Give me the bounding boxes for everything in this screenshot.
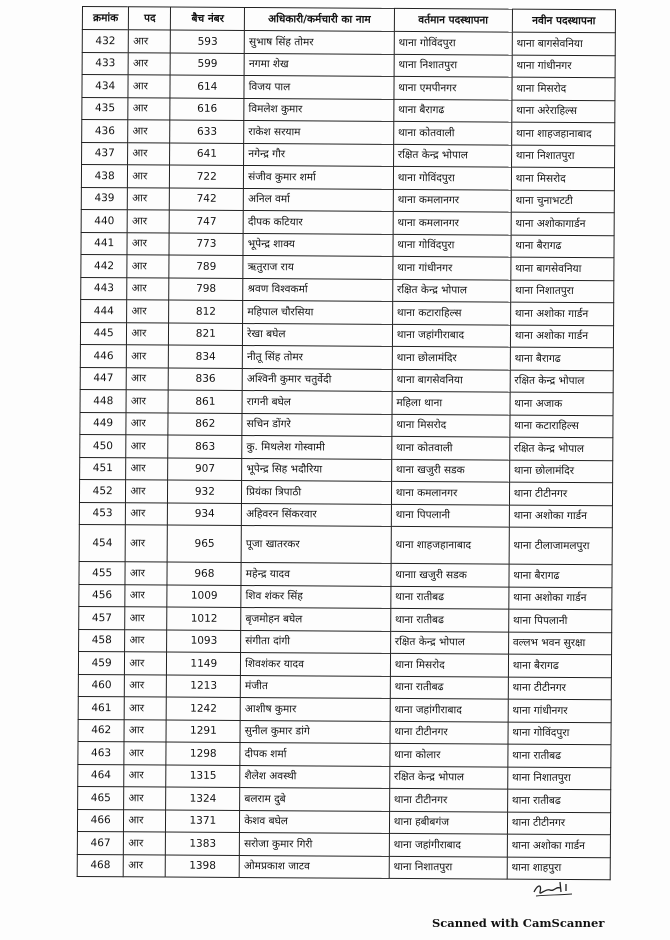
table-row (79, 561, 612, 587)
serial-number: 450 (80, 434, 126, 457)
post: आर (125, 525, 167, 562)
employee-name: सचिन डोंगरे (242, 413, 392, 436)
column-header: नवीन पदस्थापना (512, 9, 615, 33)
table-row (81, 209, 614, 235)
batch-number: 616 (170, 98, 244, 121)
current-posting: थाना कमलानगर (393, 211, 511, 234)
post: आर (124, 787, 166, 810)
batch-number: 633 (170, 120, 244, 143)
batch-number: 1012 (167, 607, 241, 630)
serial-number: 463 (78, 741, 124, 764)
serial-number: 444 (81, 299, 127, 322)
signature-mark (530, 876, 580, 900)
employee-name: दीपक कटियार (243, 210, 393, 233)
current-posting: थाना पिपलानी (391, 504, 509, 527)
current-posting: थाना टीटीनगर (390, 721, 508, 744)
employee-name: पूजा खातरकर (241, 525, 391, 563)
employee-name: शैलेश अवस्थी (240, 765, 390, 788)
new-posting: थाना गांधीनगर (508, 699, 611, 722)
current-posting: थाना रातीबढ (390, 676, 508, 699)
employee-name: भूपेन्द्र शाक्य (243, 233, 393, 256)
table-row (79, 502, 612, 528)
batch-number: 965 (168, 525, 242, 562)
employee-name: अहिवरन सिंकरवार (242, 503, 392, 526)
post: आर (125, 607, 167, 630)
batch-number: 968 (167, 562, 241, 585)
new-posting: थाना रातीबढ (507, 789, 610, 812)
serial-number: 465 (78, 786, 124, 809)
post: आर (128, 142, 170, 165)
post: आर (128, 165, 170, 188)
new-posting: थाना अशोका गार्डन (510, 325, 613, 348)
post: आर (125, 629, 167, 652)
post: आर (128, 75, 170, 98)
batch-number: 1291 (166, 720, 240, 743)
batch-number: 773 (169, 233, 243, 256)
batch-number: 641 (170, 143, 244, 166)
employee-name: संजीव कुमार शर्मा (244, 165, 394, 188)
current-posting: थाना गोविंदपुरा (394, 31, 512, 54)
table-row (79, 629, 612, 655)
current-posting: थाना निशातपुरा (394, 54, 512, 77)
table-row (78, 696, 611, 722)
employee-name: विमलेश कुमार (244, 98, 394, 121)
table-row (81, 187, 614, 213)
new-posting: थाना कटाराहिल्स (510, 415, 613, 438)
new-posting: थाना टीटीनगर (507, 812, 610, 835)
post: आर (124, 854, 166, 877)
serial-number: 461 (78, 696, 124, 719)
table-row (78, 651, 611, 677)
table-row (81, 232, 614, 258)
batch-number: 742 (170, 188, 244, 211)
table-row (79, 479, 612, 505)
current-posting: रक्षित केन्द्र भोपाल (392, 279, 510, 302)
post: आर (127, 367, 169, 390)
current-posting: थाना कोलार (390, 743, 508, 766)
current-posting: रक्षित केन्द्र भोपाल (389, 766, 507, 789)
serial-number: 466 (77, 809, 123, 832)
current-posting: थाना टीटीनगर (389, 788, 507, 811)
table-row (82, 142, 615, 168)
employee-name: कु. मिथलेश गोस्वामी (242, 435, 392, 458)
post: आर (124, 719, 166, 742)
batch-number: 862 (168, 413, 242, 436)
serial-number: 440 (81, 209, 127, 232)
batch-number: 1398 (166, 855, 240, 878)
current-posting: थाना निशातपुरा (389, 856, 507, 879)
current-posting: थाना जहांगीराबाद (392, 324, 510, 347)
table-row (77, 809, 610, 835)
employee-name: नगेन्द्र गौर (244, 143, 394, 166)
serial-number: 447 (80, 367, 126, 390)
serial-number: 434 (82, 75, 128, 98)
serial-number: 452 (79, 479, 125, 502)
new-posting: थाना बैरागढ (508, 654, 611, 677)
new-posting: थाना शाहपुरा (507, 857, 610, 880)
serial-number: 436 (82, 120, 128, 143)
batch-number: 1009 (167, 585, 241, 608)
post: आर (127, 277, 169, 300)
serial-number: 432 (82, 30, 128, 53)
new-posting: थाना बैरागढ (510, 347, 613, 370)
batch-number: 1383 (166, 832, 240, 855)
table-row (80, 434, 613, 460)
employee-name: भूपेन्द्र सिह भदौरिया (242, 458, 392, 481)
post: आर (124, 832, 166, 855)
table-row (77, 831, 610, 857)
batch-number: 907 (168, 458, 242, 481)
current-posting: थाना मिसरोद (392, 414, 510, 437)
table-header-row (82, 7, 615, 33)
new-posting: थाना अजाक (510, 392, 613, 415)
employee-name: अश्विनी कुमार चतुर्वेदी (242, 368, 392, 391)
post: आर (128, 52, 170, 75)
serial-number: 455 (79, 561, 125, 584)
serial-number: 433 (82, 52, 128, 75)
current-posting: थाना कोतवाली (392, 436, 510, 459)
serial-number: 442 (81, 254, 127, 277)
post: आर (124, 742, 166, 765)
current-posting: थाना बैरागढ (394, 99, 512, 122)
batch-number: 798 (169, 278, 243, 301)
employee-name: बलराम दुबे (240, 787, 390, 810)
serial-number: 438 (81, 165, 127, 188)
current-posting: थाना खजुरी सडक (391, 459, 509, 482)
new-posting: थाना अशोकागार्डन (511, 212, 614, 235)
post: आर (127, 300, 169, 323)
batch-number: 863 (168, 435, 242, 458)
new-posting: थाना अशोका गार्डन (510, 302, 613, 325)
new-posting: रक्षित केन्द्र भोपाल (509, 437, 612, 460)
table-row (80, 457, 613, 483)
table-row (80, 344, 613, 370)
employee-name: आशीष कुमार (240, 697, 390, 720)
batch-number: 821 (169, 323, 243, 346)
current-posting: थाना गोविंदपुरा (393, 234, 511, 257)
employee-name: शिवशंकर यादव (241, 652, 391, 675)
new-posting: थाना टीटीनगर (508, 677, 611, 700)
serial-number: 460 (78, 674, 124, 697)
new-posting: थाना निशातपुरा (507, 767, 610, 790)
new-posting: थाना शाहजहानाबाद (511, 122, 614, 145)
current-posting: थाना गोविंदपुरा (393, 166, 511, 189)
new-posting: थाना निशातपुरा (511, 145, 614, 168)
employee-name: महेन्द्र यादव (241, 562, 391, 585)
new-posting: थाना बागसेवनिया (512, 32, 615, 55)
table-row (80, 367, 613, 393)
employee-name: विजय पाल (244, 75, 394, 98)
table-row (82, 30, 615, 56)
current-posting: महिला थाना (392, 391, 510, 414)
serial-number: 437 (82, 142, 128, 165)
current-posting: थाना मिसरोद (390, 653, 508, 676)
new-posting: थाना अशोका गार्डन (509, 587, 612, 610)
employee-name: दीपक शर्मा (240, 742, 390, 765)
new-posting: थाना निशातपुरा (510, 280, 613, 303)
post: आर (129, 30, 171, 53)
serial-number: 439 (81, 187, 127, 210)
post: आर (126, 480, 168, 503)
serial-number: 467 (77, 831, 123, 854)
serial-number: 448 (80, 389, 126, 412)
post: आर (128, 120, 170, 143)
serial-number: 464 (78, 764, 124, 787)
employee-name: रागनी बघेल (242, 390, 392, 413)
table-row (78, 764, 611, 790)
new-posting: रक्षित केन्द्र भोपाल (510, 370, 613, 393)
employee-name: ऋतुराज राय (243, 255, 393, 278)
employee-name: संगीता दांगी (241, 630, 391, 653)
table-row (80, 322, 613, 348)
serial-number: 445 (80, 322, 126, 345)
table-row (79, 606, 612, 632)
batch-number: 722 (170, 165, 244, 188)
column-header: वर्तमान पदस्थापना (394, 8, 512, 32)
serial-number: 459 (78, 651, 124, 674)
employee-name: प्रियंका त्रिपाठी (242, 480, 392, 503)
current-posting: थाना रातीबढ (391, 586, 509, 609)
new-posting: थाना बैरागढ (511, 235, 614, 258)
post: आर (125, 562, 167, 585)
serial-number: 456 (79, 584, 125, 607)
current-posting: थाना बागसेवनिया (392, 369, 510, 392)
post: आर (127, 322, 169, 345)
post: आर (124, 809, 166, 832)
table-row (82, 75, 615, 101)
current-posting: थाना छोलामंदिर (392, 346, 510, 369)
table-row (78, 741, 611, 767)
table-row (82, 120, 615, 146)
column-header: अधिकारी/कर्मचारी का नाम (245, 7, 395, 31)
post: आर (125, 584, 167, 607)
batch-number: 812 (169, 300, 243, 323)
current-posting: थाना जहांगीराबाद (389, 833, 507, 856)
new-posting: थाना अरेराहिल्स (512, 100, 615, 123)
employee-name: रेखा बघेल (243, 323, 393, 346)
table-row (81, 254, 614, 280)
serial-number: 443 (81, 277, 127, 300)
batch-number: 1315 (166, 765, 240, 788)
column-header: पद (129, 7, 171, 30)
table-body (77, 30, 615, 880)
table-row (80, 412, 613, 438)
post: आर (127, 210, 169, 233)
current-posting: थानाा खजुरी सडक (391, 563, 509, 586)
employee-name: नीतू सिंह तोमर (242, 345, 392, 368)
batch-number: 614 (170, 75, 244, 98)
post: आर (127, 232, 169, 255)
table-row (78, 786, 611, 812)
new-posting: थाना मिसरोद (512, 77, 615, 100)
employee-name: महिपाल चौरसिया (243, 300, 393, 323)
batch-number: 834 (169, 345, 243, 368)
new-posting: थाना अशोका गार्डन (509, 505, 612, 528)
employee-name: राकेश सरयाम (244, 120, 394, 143)
post: आर (126, 412, 168, 435)
column-header: बैच नंबर (171, 7, 245, 30)
table-row (82, 52, 615, 78)
batch-number: 934 (168, 503, 242, 526)
current-posting: थाना गांधीनगर (393, 256, 511, 279)
serial-number: 451 (80, 457, 126, 480)
batch-number: 747 (170, 210, 244, 233)
batch-number: 932 (168, 480, 242, 503)
serial-number: 462 (78, 719, 124, 742)
batch-number: 1371 (166, 810, 240, 833)
table-row (81, 165, 614, 191)
camscanner-watermark: Scanned with CamScanner (432, 916, 605, 930)
post: आर (124, 764, 166, 787)
batch-number: 1298 (166, 742, 240, 765)
post: आर (125, 674, 167, 697)
post: आर (127, 255, 169, 278)
serial-number: 454 (79, 524, 126, 561)
new-posting: थाना बागसेवनिया (511, 257, 614, 280)
employee-name: बृजमोहन बघेल (241, 607, 391, 630)
current-posting: थाना कोतवाली (393, 121, 511, 144)
employee-name: केशव बघेल (240, 810, 390, 833)
serial-number: 453 (79, 502, 125, 525)
table-row (79, 584, 612, 610)
current-posting: थाना कमलानगर (391, 481, 509, 504)
batch-number: 1242 (167, 697, 241, 720)
current-posting: थाना कटाराहिल्स (392, 301, 510, 324)
batch-number: 1324 (166, 787, 240, 810)
current-posting: रक्षित केन्द्र भोपाल (393, 144, 511, 167)
serial-number: 435 (82, 97, 128, 120)
employee-name: श्रवण विश्वकर्मा (243, 278, 393, 301)
batch-number: 861 (168, 390, 242, 413)
post: आर (128, 187, 170, 210)
batch-number: 789 (169, 255, 243, 278)
post: आर (126, 390, 168, 413)
current-posting: थाना एमपीनगर (394, 76, 512, 99)
serial-number: 441 (81, 232, 127, 255)
current-posting: थाना हबीबगंज (389, 811, 507, 834)
employee-name: सरोजा कुमार गिरी (240, 832, 390, 855)
new-posting: थाना पिपलानी (508, 609, 611, 632)
new-posting: थाना टीटीनगर (509, 482, 612, 505)
employee-name: ओमप्रकाश जाटव (239, 855, 389, 878)
serial-number: 449 (80, 412, 126, 435)
serial-number: 468 (77, 854, 123, 877)
new-posting: थाना रातीबढ (508, 744, 611, 767)
current-posting: थाना रातीबढ (390, 608, 508, 631)
new-posting: थाना मिसरोद (511, 167, 614, 190)
new-posting: थाना अशोका गार्डन (507, 834, 610, 857)
table-row (81, 299, 614, 325)
new-posting: थाना गांधीनगर (512, 55, 615, 78)
employee-name: नगमा शेख (244, 53, 394, 76)
current-posting: थाना शाहजहानाबाद (391, 526, 509, 564)
batch-number: 1149 (167, 652, 241, 675)
serial-number: 458 (79, 629, 125, 652)
post: आर (126, 502, 168, 525)
post: आर (125, 652, 167, 675)
employee-name: मंजीत (240, 675, 390, 698)
table-row (80, 389, 613, 415)
batch-number: 1093 (167, 630, 241, 653)
transfer-list-table (77, 6, 616, 880)
table-row (79, 524, 612, 564)
employee-name: सुभाष सिंह तोमर (244, 30, 394, 53)
table-row (78, 719, 611, 745)
employee-name: सुनील कुमार डांगे (240, 720, 390, 743)
current-posting: थाना कमलानगर (393, 189, 511, 212)
serial-number: 446 (80, 344, 126, 367)
new-posting: थाना गोविंदपुरा (508, 722, 611, 745)
new-posting: वल्लभ भवन सुरक्षा (508, 632, 611, 655)
batch-number: 1213 (167, 675, 241, 698)
employee-name: शिव शंकर सिंह (241, 585, 391, 608)
post: आर (128, 97, 170, 120)
table-row (81, 277, 614, 303)
new-posting: थाना बैरागढ (509, 564, 612, 587)
post: आर (126, 457, 168, 480)
current-posting: थाना जहांगीराबाद (390, 698, 508, 721)
current-posting: रक्षित केन्द्र भोपाल (390, 631, 508, 654)
new-posting: थाना टीलाजामलपुरा (509, 527, 612, 565)
new-posting: थाना चुनाभटटी (511, 190, 614, 213)
new-posting: थाना छोलामंदिर (509, 460, 612, 483)
serial-number: 457 (79, 606, 125, 629)
post: आर (124, 697, 166, 720)
post: आर (126, 435, 168, 458)
post: आर (127, 345, 169, 368)
column-header: क्रमांक (82, 7, 128, 30)
table-row (78, 674, 611, 700)
batch-number: 599 (171, 53, 245, 76)
employee-name: अनिल वर्मा (243, 188, 393, 211)
batch-number: 836 (169, 368, 243, 391)
table-row (82, 97, 615, 123)
batch-number: 593 (171, 30, 245, 53)
